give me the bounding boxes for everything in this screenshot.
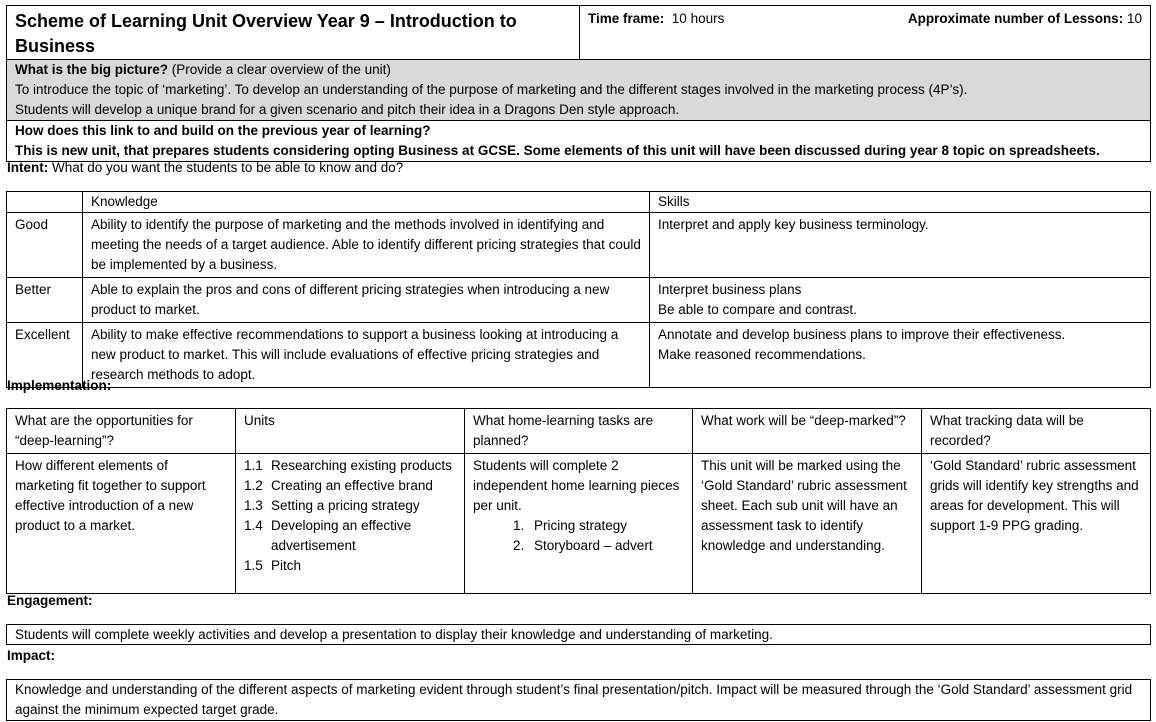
unit-item	[244, 476, 456, 496]
lessons-value: 10	[1126, 11, 1142, 26]
intent-row-good	[7, 213, 1151, 278]
unit-title: Pitch	[271, 558, 302, 573]
units-header: Units	[236, 409, 465, 454]
prior-learning-heading: How does this link to and build on the previous year of learning?	[15, 123, 431, 138]
skills-line: Be able to compare and contrast.	[658, 302, 857, 317]
deep-marked-cell: This unit will be marked using the ‘Gold Standard’ rubric assessment sheet. Each sub unit will have an assessment task to identify knowledge and understanding.	[693, 454, 922, 594]
skills-cell	[650, 213, 1151, 278]
intent-row-better	[7, 278, 1151, 323]
unit-number: 1.4	[244, 518, 263, 533]
skills-header: Skills	[650, 192, 1151, 213]
deep-learning-header: What are the opportunities for “deep-learning”?	[7, 409, 236, 454]
home-learning-list	[473, 516, 684, 556]
knowledge-cell: Ability to make effective recommendations to support a business looking at introducing a new product to market. This will include evaluations of effective pricing strategies and research methods to adopt.	[83, 323, 650, 388]
skills-line: Interpret and apply key business terminology.	[658, 217, 929, 232]
intent-label: Intent:	[7, 160, 49, 175]
unit-item	[244, 496, 456, 516]
impact-label: Impact:	[7, 648, 56, 663]
home-learning-cell	[465, 454, 693, 594]
unit-number: 1.2	[244, 478, 263, 493]
unit-title: Setting a pricing strategy	[271, 498, 420, 513]
engagement-text: Students will complete weekly activities and develop a presentation to display their knowledge and understanding of marketing.	[7, 625, 1151, 645]
unit-number: 1.5	[244, 558, 263, 573]
level-label: Better	[7, 278, 83, 323]
units-cell	[236, 454, 465, 594]
intent-label-line	[7, 158, 403, 178]
engagement-label: Engagement:	[7, 593, 93, 608]
unit-number: 1.1	[244, 458, 263, 473]
knowledge-cell: Ability to identify the purpose of marketing and the methods involved in identifying and meeting the needs of a target audience. Able to identify different pricing strategies that could be implemented by a business.	[83, 213, 650, 278]
implementation-table	[6, 408, 1151, 594]
level-label: Good	[7, 213, 83, 278]
implementation-label: Implementation:	[7, 378, 112, 393]
big-picture-line-2: Students will develop a unique brand for a given scenario and pitch their idea in a Dragons Den style approach.	[15, 102, 680, 117]
big-picture-note: (Provide a clear overview of the unit)	[171, 62, 391, 77]
time-frame	[588, 9, 724, 29]
big-picture-section	[7, 60, 1151, 121]
engagement-table	[6, 624, 1151, 645]
home-learning-item: 2. Storyboard – advert	[528, 536, 684, 556]
skills-cell	[650, 323, 1151, 388]
lesson-count	[908, 9, 1142, 29]
skills-line: Interpret business plans	[658, 282, 802, 297]
intent-table	[6, 191, 1151, 388]
prior-learning-section	[7, 121, 1151, 162]
unit-title: Researching existing products	[271, 458, 452, 473]
time-frame-label: Time frame:	[588, 11, 665, 26]
header-table	[6, 5, 1151, 162]
unit-item	[244, 516, 456, 556]
implementation-header-row	[7, 409, 1151, 454]
knowledge-header: Knowledge	[83, 192, 650, 213]
tracking-header: What tracking data will be recorded?	[922, 409, 1151, 454]
deep-learning-cell: How different elements of marketing fit together to support effective introduction of a new product to a market.	[7, 454, 236, 594]
big-picture-line-1: To introduce the topic of ‘marketing’. To develop an understanding of the purpose of marketing and the different stages involved in the marketing process (4P’s).	[15, 82, 968, 97]
prior-learning-text: This is new unit, that prepares students considering opting Business at GCSE. Some elements of this unit will have been discussed during year 8 topic on spreadsheets.	[15, 143, 1100, 158]
impact-table	[6, 679, 1151, 721]
tracking-cell: ‘Gold Standard’ rubric assessment grids will identify key strengths and areas for development. This will support 1-9 PPG grading.	[922, 454, 1151, 594]
home-learning-item: 1. Pricing strategy	[528, 516, 684, 536]
document-title: Scheme of Learning Unit Overview Year 9 – Introduction to Business	[7, 6, 580, 60]
knowledge-cell: Able to explain the pros and cons of different pricing strategies when introducing a new product to market.	[83, 278, 650, 323]
unit-title: Creating an effective brand	[271, 478, 433, 493]
time-frame-value: 10 hours	[671, 11, 725, 26]
unit-title: Developing an effective advertisement	[271, 518, 412, 553]
lessons-label: Approximate number of Lessons:	[907, 11, 1124, 26]
implementation-content-row	[7, 454, 1151, 594]
impact-text: Knowledge and understanding of the different aspects of marketing evident through student’s final presentation/pitch. Impact will be measured through the ‘Gold Standard’ assessment grid against the minimum expected target grade.	[7, 680, 1151, 721]
intent-question: What do you want the students to be able to know and do?	[52, 160, 404, 175]
deep-marked-header: What work will be “deep-marked”?	[693, 409, 922, 454]
unit-item	[244, 556, 456, 576]
intent-corner-cell	[7, 192, 83, 213]
skills-line: Make reasoned recommendations.	[658, 347, 866, 362]
home-learning-intro: Students will complete 2 independent home learning pieces per unit.	[473, 458, 680, 513]
unit-item	[244, 456, 456, 476]
big-picture-heading: What is the big picture?	[15, 62, 169, 77]
home-learning-header: What home-learning tasks are planned?	[465, 409, 693, 454]
skills-cell	[650, 278, 1151, 323]
intent-row-excellent	[7, 323, 1151, 388]
level-label: Excellent	[7, 323, 83, 388]
unit-number: 1.3	[244, 498, 263, 513]
header-meta	[580, 6, 1151, 60]
skills-line: Annotate and develop business plans to improve their effectiveness.	[658, 327, 1066, 342]
